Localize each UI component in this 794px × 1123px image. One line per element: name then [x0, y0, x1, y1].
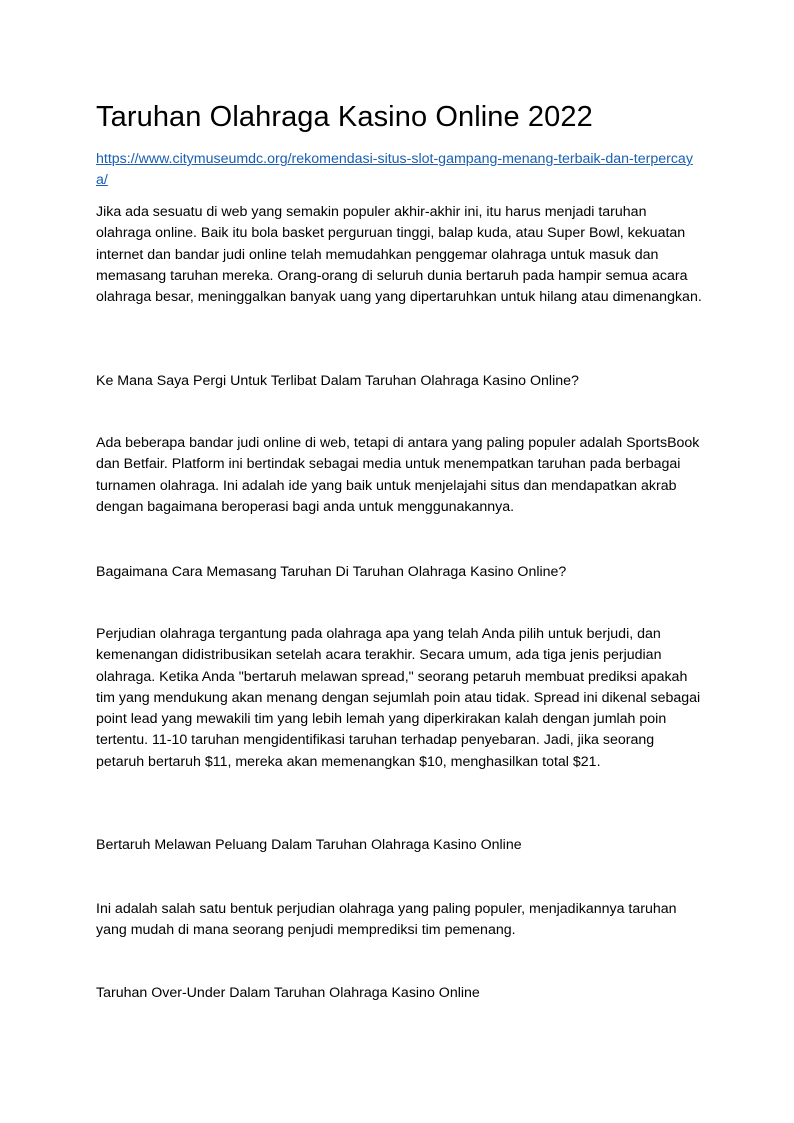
section-heading-where-to-bet: Ke Mana Saya Pergi Untuk Terlibat Dalam Taruhan Olahraga Kasino Online? [96, 373, 579, 389]
section-heading-over-under: Taruhan Over-Under Dalam Taruhan Olahraga Kasino Online [96, 985, 480, 1001]
intro-paragraph: Jika ada sesuatu di web yang semakin populer akhir-akhir ini, itu harus menjadi taruhan olahraga online. Baik itu bola basket perguruan tinggi, balap kuda, atau Super Bowl, kekuatan internet dan bandar judi online telah memudahkan penggemar olahraga untuk masuk dan memasang taruhan mereka. Orang-orang di seluruh dunia bertaruh pada hampir semua acara olahraga besar, meninggalkan banyak uang yang dipertaruhkan untuk hilang atau dimenangkan. [96, 204, 702, 306]
section-body-how-to-bet: Perjudian olahraga tergantung pada olahraga apa yang telah Anda pilih untuk berjudi, dan kemenangan didistribusikan setelah acara terakhir. Secara umum, ada tiga jenis perjudian olahraga. Ketika Anda "bertaruh melawan spread," seorang petaruh membuat prediksi apakah tim yang mendukung akan menang dengan sejumlah poin atau tidak. Spread ini dikenal sebagai point lead yang mewakili tim yang lebih lemah yang diperkirakan kalah dengan jumlah poin tertentu. 11-10 taruhan mengidentifikasi taruhan terhadap penyebaran. Jadi, jika seorang petaruh bertaruh $11, mereka akan memenangkan $10, menghasilkan total $21. [96, 626, 701, 770]
section-body-betting-against-odds: Ini adalah salah satu bentuk perjudian olahraga yang paling populer, menjadikannya taruhan yang mudah di mana seorang penjudi memprediksi tim pemenang. [96, 901, 677, 939]
source-link[interactable]: https://www.citymuseumdc.org/rekomendasi-situs-slot-gampang-menang-terbaik-dan-terpercaya/ [96, 151, 693, 188]
document-title: Taruhan Olahraga Kasino Online 2022 [96, 101, 593, 133]
section-body-where-to-bet: Ada beberapa bandar judi online di web, tetapi di antara yang paling populer adalah SportsBook dan Betfair. Platform ini bertindak sebagai media untuk menempatkan taruhan pada berbagai turnamen olahraga. Ini adalah ide yang baik untuk menjelajahi situs dan mendapatkan akrab dengan bagaimana beroperasi bagi anda untuk menggunakannya. [96, 435, 700, 515]
section-heading-betting-against-odds: Bertaruh Melawan Peluang Dalam Taruhan Olahraga Kasino Online [96, 837, 522, 853]
section-heading-how-to-bet: Bagaimana Cara Memasang Taruhan Di Taruhan Olahraga Kasino Online? [96, 564, 567, 580]
